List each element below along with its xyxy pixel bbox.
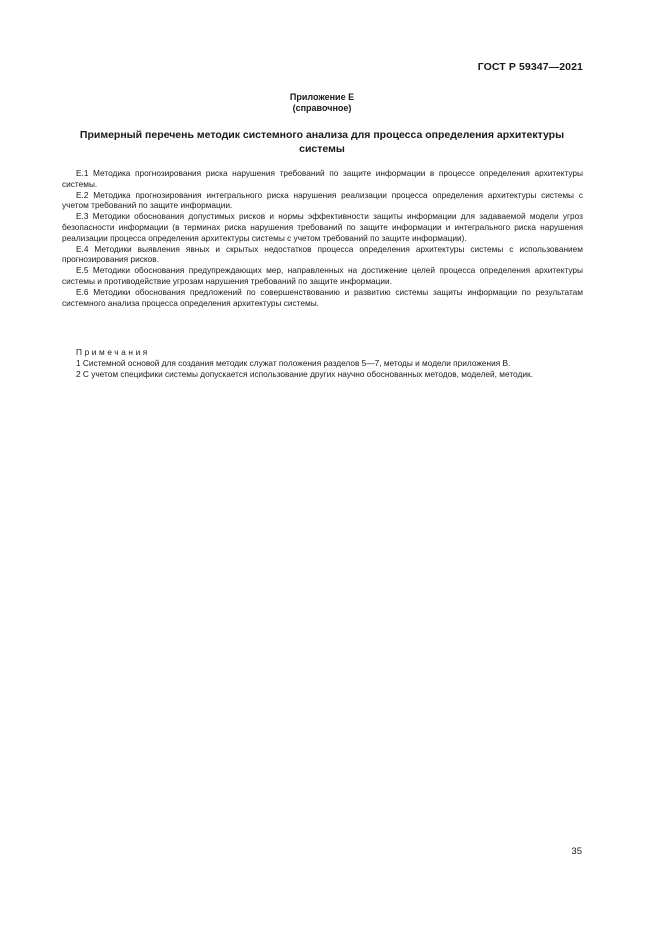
note-item: 1 Системной основой для создания методик служат положения разделов 5—7, методы и модели приложения В. [76,358,511,368]
annex-title-line-1: Примерный перечень методик системного анализа для процесса определения архитектуры [79,129,565,141]
page-number: 35 [571,846,582,857]
annex-label: Приложение Е [289,92,355,102]
annex-heading [62,92,582,114]
list-item: Е.6 Методики обоснования предложений по совершенствованию и развитию системы защиты информации по результатам системного анализа процесса определения архитектуры системы. [62,286,583,308]
annex-title [52,128,592,156]
annex-type: (справочное) [292,103,352,113]
standard-code: ГОСТ Р 59347—2021 [477,61,583,73]
list-item: Е.5 Методики обоснования предупреждающих мер, направленных на достижение целей процесса определения архитектуры системы и противодействие угрозам нарушения требований по защите информации. [62,265,583,286]
notes-heading: Примечания [76,347,150,357]
list-item: Е.1 Методика прогнозирования риска нарушения требований по защите информации в процессе определения архитектуры системы. [62,168,583,189]
list-item: Е.4 Методики выявления явных и скрытых недостатков процесса определения архитектуры системы с использованием прогнозирования рисков. [62,243,583,265]
notes-section [62,347,583,380]
note-item: 2 С учетом специфики системы допускается использование других научно обоснованных методов, моделей, методик. [76,369,533,379]
list-item: Е.3 Методики обоснования допустимых рисков и нормы эффективности защиты информации для задаваемой модели угроз безопасности информации (в терминах риска нарушения требований по защите информации и интегрального риска нарушения реализации процесса определения архитектуры системы с учетом требований по защите информации). [62,211,583,243]
annex-title-line-2: системы [299,143,345,155]
methods-list [62,168,583,308]
list-item: Е.2 Методика прогнозирования интегрального риска нарушения реализации процесса определения архитектуры системы с учетом требований по защите информации. [62,189,583,211]
